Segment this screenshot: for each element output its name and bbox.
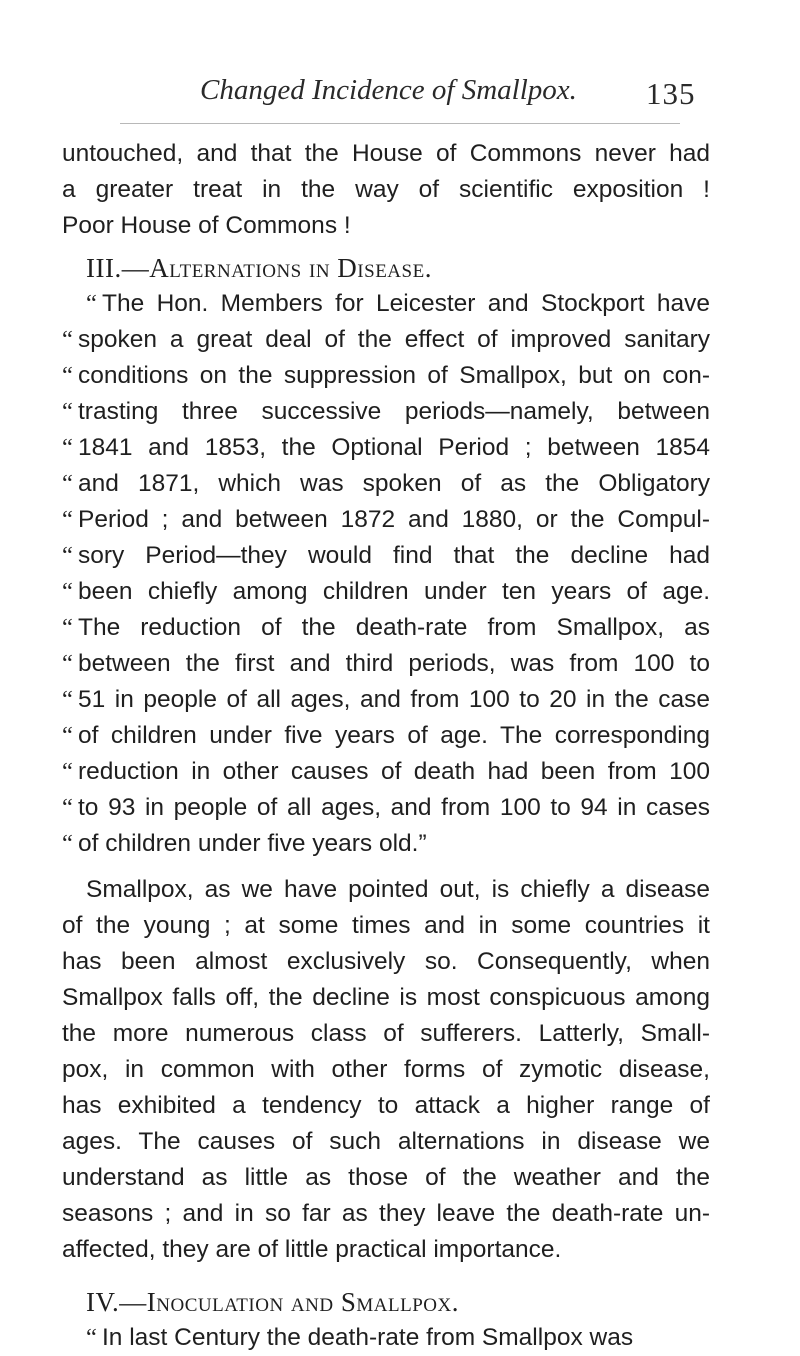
quote-mark: “ <box>62 542 73 569</box>
quote-mark: “ <box>62 470 73 497</box>
text-line: “ spoken a great deal of the effect of improved sanitary <box>62 322 710 358</box>
quote-mark: “ <box>62 722 73 749</box>
text-line: “ trasting three successive periods—namely, between <box>62 394 710 430</box>
quote-mark: “ <box>62 758 73 785</box>
text-line: “ conditions on the suppression of Smallpox, but on con- <box>62 358 710 394</box>
quote-mark: “ <box>62 434 73 461</box>
quote-mark: “ <box>62 794 73 821</box>
text-line: “ The reduction of the death-rate from Smallpox, as <box>62 610 710 646</box>
quote-mark: “ <box>62 506 73 533</box>
quote-mark: “ <box>62 578 73 605</box>
header-rule <box>120 123 680 124</box>
text-line: “ and 1871, which was spoken of as the Obligatory <box>62 466 710 502</box>
quoted-speech <box>62 286 710 862</box>
text-line: “ been chiefly among children under ten years of age. <box>62 574 710 610</box>
page-header <box>0 74 800 126</box>
text-line: affected, they are of little practical importance. <box>62 1236 562 1263</box>
quote-mark: “ <box>62 326 73 353</box>
text-line: “ to 93 in people of all ages, and from 100 to 94 in cases <box>62 790 710 826</box>
text-line: a greater treat in the way of scientific exposition ! <box>62 176 710 203</box>
text-line: the more numerous class of sufferers. Latterly, Small- <box>62 1020 710 1047</box>
text-line: “ of children under five years of age. The corresponding <box>62 718 710 754</box>
text-line: ages. The causes of such alternations in disease we <box>62 1128 710 1155</box>
text-line: untouched, and that the House of Commons never had <box>62 140 710 167</box>
text-line: “ reduction in other causes of death had been from 100 <box>62 754 710 790</box>
text-line: “ sory Period—they would find that the decline had <box>62 538 710 574</box>
text-line: Smallpox, as we have pointed out, is chiefly a disease <box>86 876 710 903</box>
paragraph-gap <box>62 862 710 872</box>
quote-mark: “ <box>62 614 73 641</box>
paragraph-continuation <box>62 136 710 244</box>
text-line: “ 1841 and 1853, the Optional Period ; between 1854 <box>62 430 710 466</box>
text-line: Smallpox falls off, the decline is most conspicuous among <box>62 984 710 1011</box>
text-line: pox, in common with other forms of zymotic disease, <box>62 1056 710 1083</box>
section-heading-iv: IV.—Inoculation and Smallpox. <box>86 1287 459 1317</box>
text-line: “ between the first and third periods, was from 100 to <box>62 646 710 682</box>
text-line: “ Period ; and between 1872 and 1880, or the Compul- <box>62 502 710 538</box>
page-body <box>62 136 710 1356</box>
quote-mark: “ <box>62 650 73 677</box>
quote-mark: “ <box>86 290 97 317</box>
quote-mark: “ <box>86 1324 97 1351</box>
text-line: “ The Hon. Members for Leicester and Stockport have <box>62 286 710 322</box>
text-line: seasons ; and in so far as they leave the death-rate un- <box>62 1200 710 1227</box>
text-line: “ In last Century the death-rate from Smallpox was <box>62 1320 710 1356</box>
text-line: has exhibited a tendency to attack a higher range of <box>62 1092 710 1119</box>
text-line: understand as little as those of the weather and the <box>62 1164 710 1191</box>
quote-mark: “ <box>62 830 73 857</box>
section-heading-iii: III.—Alternations in Disease. <box>86 253 432 283</box>
running-title: Changed Incidence of Smallpox. <box>200 74 577 106</box>
quote-mark: “ <box>62 362 73 389</box>
quote-mark: “ <box>62 686 73 713</box>
text-line: “ of children under five years old.” <box>62 826 710 862</box>
text-line: Poor House of Commons ! <box>62 212 351 239</box>
text-line: “ 51 in people of all ages, and from 100 to 20 in the case <box>62 682 710 718</box>
quote-mark: “ <box>62 398 73 425</box>
paragraph-gap <box>62 1268 710 1278</box>
paragraph-commentary <box>62 872 710 1268</box>
page-number: 135 <box>646 76 696 111</box>
text-line: has been almost exclusively so. Consequently, when <box>62 948 710 975</box>
text-line: of the young ; at some times and in some countries it <box>62 912 710 939</box>
